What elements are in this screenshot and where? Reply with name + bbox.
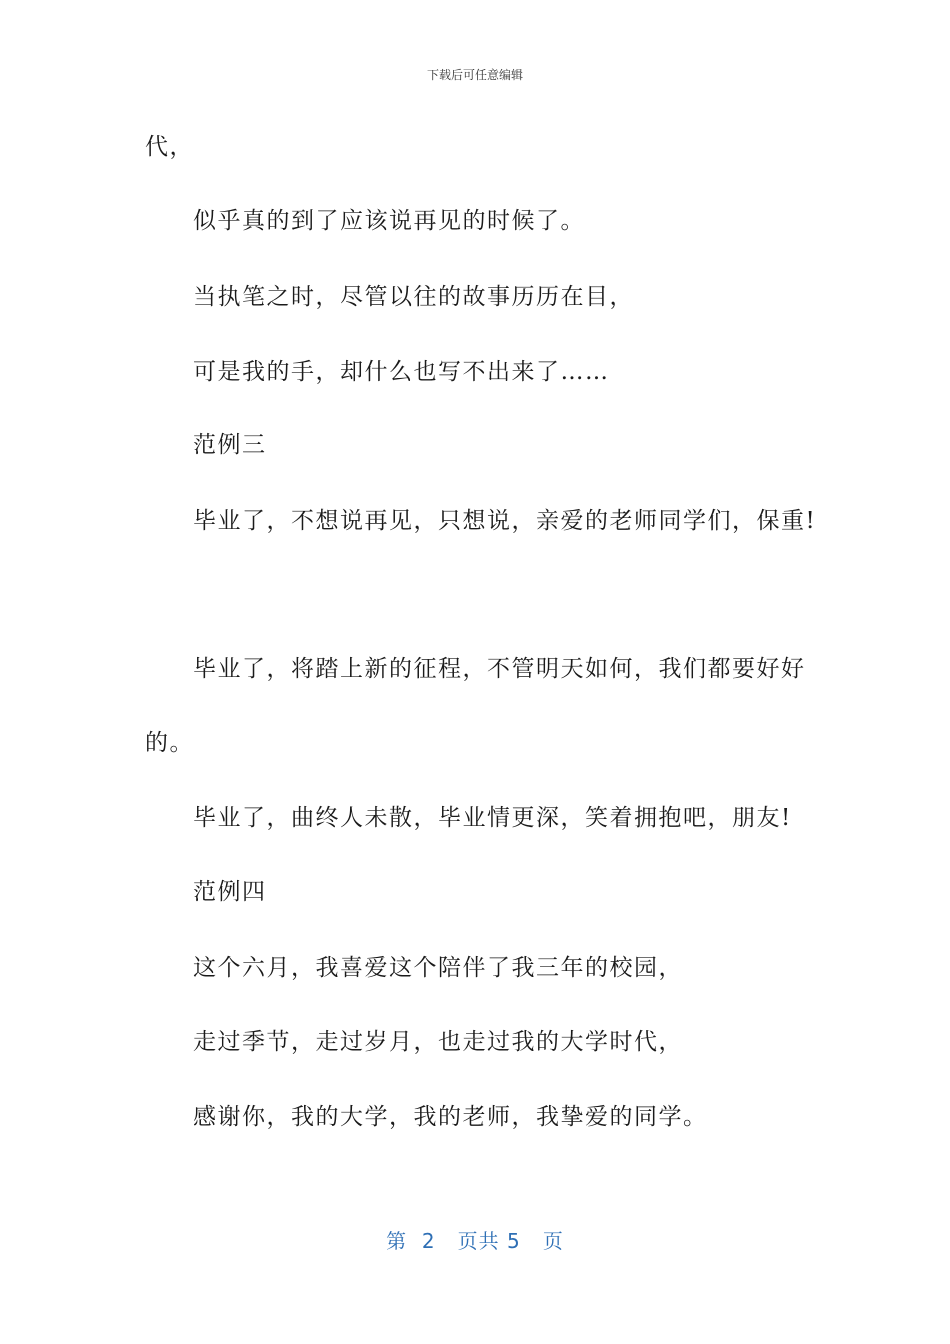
body-line: 毕业了，曲终人未散，毕业情更深，笑着拥抱吧，朋友! [193,805,792,831]
body-line: 走过季节，走过岁月，也走过我的大学时代， [193,1029,683,1055]
body-line: 代， [145,134,194,160]
body-line: 的。 [145,730,194,756]
section-heading: 范例三 [193,432,267,458]
page-number: 第 2 页共 5 页 [386,1229,564,1253]
body-line: 可是我的手，却什么也写不出来了…… [193,359,610,385]
header-note: 下载后可任意编辑 [426,68,523,82]
body-line: 感谢你，我的大学，我的老师，我挚爱的同学。 [193,1104,708,1130]
body-line: 似乎真的到了应该说再见的时候了。 [193,208,585,234]
body-line: 当执笔之时，尽管以往的故事历历在目， [193,284,634,310]
body-line: 这个六月，我喜爱这个陪伴了我三年的校园， [193,955,683,981]
body-line: 毕业了，将踏上新的征程，不管明天如何，我们都要好好 [193,656,806,682]
section-heading: 范例四 [193,879,267,905]
body-line: 毕业了，不想说再见，只想说，亲爱的老师同学们，保重! [193,508,817,534]
